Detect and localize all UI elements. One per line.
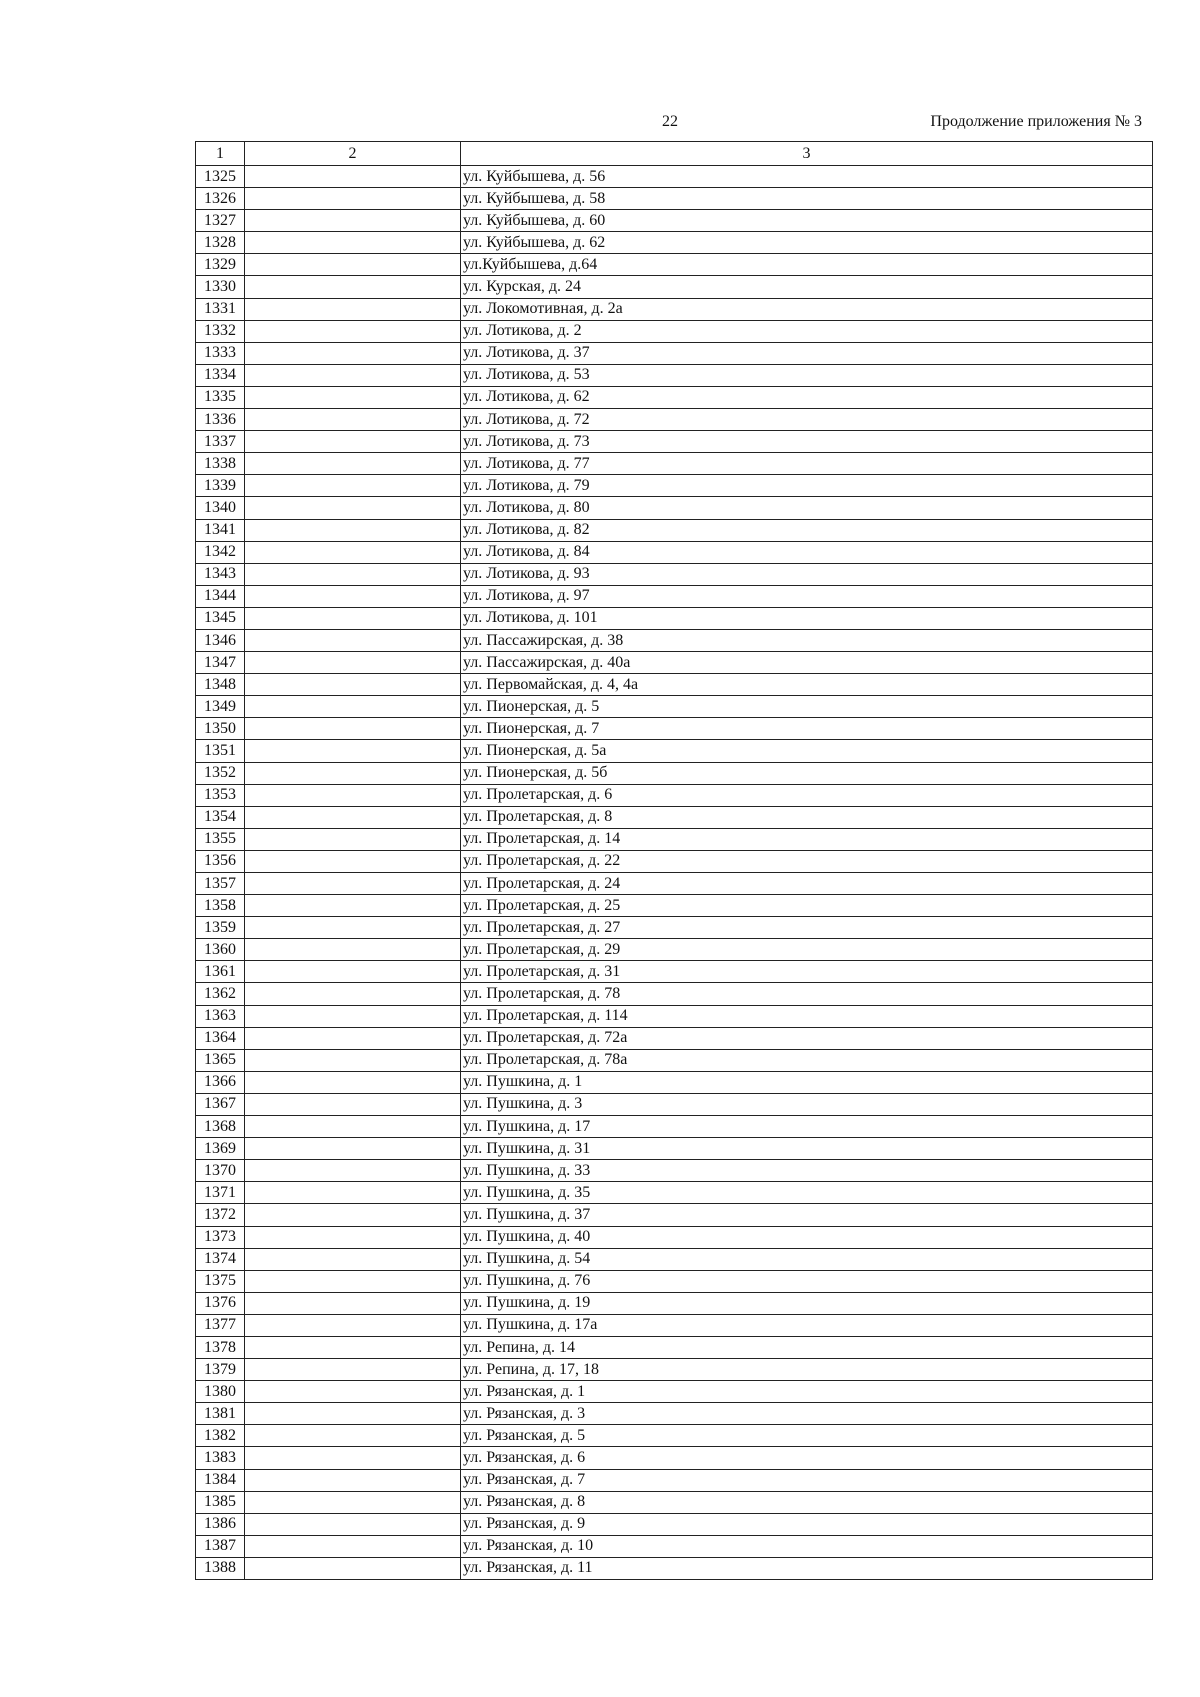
table-row	[196, 1049, 1153, 1071]
table-row	[196, 873, 1153, 895]
row-number: 1382	[196, 1425, 245, 1447]
address-cell: ул. Лотикова, д. 97	[461, 585, 1153, 607]
row-number: 1347	[196, 652, 245, 674]
address-cell: ул. Рязанская, д. 1	[461, 1381, 1153, 1403]
empty-cell	[245, 740, 461, 762]
table-row	[196, 1071, 1153, 1093]
row-number: 1348	[196, 674, 245, 696]
row-number: 1376	[196, 1292, 245, 1314]
row-number: 1345	[196, 607, 245, 629]
address-cell: ул. Лотикова, д. 101	[461, 607, 1153, 629]
table-row	[196, 806, 1153, 828]
empty-cell	[245, 276, 461, 298]
address-cell: ул. Пролетарская, д. 6	[461, 784, 1153, 806]
table-row	[196, 1226, 1153, 1248]
empty-cell	[245, 475, 461, 497]
address-cell: ул. Лотикова, д. 62	[461, 386, 1153, 408]
address-cell: ул. Пушкина, д. 31	[461, 1138, 1153, 1160]
table-row	[196, 1425, 1153, 1447]
row-number: 1340	[196, 497, 245, 519]
empty-cell	[245, 1513, 461, 1535]
empty-cell	[245, 939, 461, 961]
empty-cell	[245, 983, 461, 1005]
empty-cell	[245, 961, 461, 983]
table-row	[196, 475, 1153, 497]
table-row	[196, 1381, 1153, 1403]
row-number: 1371	[196, 1182, 245, 1204]
address-cell: ул. Пионерская, д. 5а	[461, 740, 1153, 762]
table-row	[196, 1182, 1153, 1204]
empty-cell	[245, 563, 461, 585]
empty-cell	[245, 1270, 461, 1292]
table-row	[196, 828, 1153, 850]
address-cell: ул. Пролетарская, д. 14	[461, 828, 1153, 850]
table-row	[196, 1270, 1153, 1292]
table-row	[196, 1513, 1153, 1535]
address-cell: ул. Пушкина, д. 1	[461, 1071, 1153, 1093]
empty-cell	[245, 342, 461, 364]
row-number: 1384	[196, 1469, 245, 1491]
table-row	[196, 386, 1153, 408]
empty-cell	[245, 1314, 461, 1336]
table-row	[196, 541, 1153, 563]
empty-cell	[245, 1425, 461, 1447]
column-header-3: 3	[461, 142, 1153, 166]
empty-cell	[245, 364, 461, 386]
row-number: 1378	[196, 1336, 245, 1358]
table-row	[196, 1469, 1153, 1491]
row-number: 1365	[196, 1049, 245, 1071]
table-row	[196, 1403, 1153, 1425]
row-number: 1342	[196, 541, 245, 563]
table-row	[196, 740, 1153, 762]
address-cell: ул. Пролетарская, д. 114	[461, 1005, 1153, 1027]
empty-cell	[245, 497, 461, 519]
address-cell: ул. Пушкина, д. 54	[461, 1248, 1153, 1270]
address-cell: ул. Рязанская, д. 5	[461, 1425, 1153, 1447]
row-number: 1363	[196, 1005, 245, 1027]
table-row	[196, 629, 1153, 651]
row-number: 1364	[196, 1027, 245, 1049]
page-number: 22	[662, 113, 678, 130]
address-cell: ул. Пассажирская, д. 38	[461, 629, 1153, 651]
address-cell: ул. Рязанская, д. 11	[461, 1557, 1153, 1579]
table-row	[196, 364, 1153, 386]
address-cell: ул. Куйбышева, д. 56	[461, 166, 1153, 188]
address-cell: ул. Куйбышева, д. 60	[461, 210, 1153, 232]
empty-cell	[245, 850, 461, 872]
table-row	[196, 1204, 1153, 1226]
row-number: 1353	[196, 784, 245, 806]
address-cell: ул. Лотикова, д. 37	[461, 342, 1153, 364]
empty-cell	[245, 1359, 461, 1381]
table-row	[196, 1359, 1153, 1381]
address-cell: ул. Лотикова, д. 73	[461, 431, 1153, 453]
address-cell: ул. Пушкина, д. 19	[461, 1292, 1153, 1314]
row-number: 1351	[196, 740, 245, 762]
empty-cell	[245, 453, 461, 475]
table-row	[196, 254, 1153, 276]
table-row	[196, 1447, 1153, 1469]
row-number: 1369	[196, 1138, 245, 1160]
empty-cell	[245, 718, 461, 740]
empty-cell	[245, 519, 461, 541]
row-number: 1385	[196, 1491, 245, 1513]
empty-cell	[245, 1005, 461, 1027]
row-number: 1352	[196, 762, 245, 784]
row-number: 1359	[196, 917, 245, 939]
table-row	[196, 607, 1153, 629]
table-row	[196, 1292, 1153, 1314]
row-number: 1361	[196, 961, 245, 983]
empty-cell	[245, 1182, 461, 1204]
row-number: 1373	[196, 1226, 245, 1248]
address-cell: ул. Рязанская, д. 8	[461, 1491, 1153, 1513]
table-row	[196, 762, 1153, 784]
empty-cell	[245, 1447, 461, 1469]
row-number: 1374	[196, 1248, 245, 1270]
address-cell: ул. Рязанская, д. 7	[461, 1469, 1153, 1491]
row-number: 1355	[196, 828, 245, 850]
table-row	[196, 1160, 1153, 1182]
row-number: 1383	[196, 1447, 245, 1469]
empty-cell	[245, 298, 461, 320]
row-number: 1329	[196, 254, 245, 276]
table-row	[196, 453, 1153, 475]
empty-cell	[245, 320, 461, 342]
table-body	[196, 166, 1153, 1580]
row-number: 1337	[196, 431, 245, 453]
table-row	[196, 519, 1153, 541]
address-cell: ул. Пролетарская, д. 24	[461, 873, 1153, 895]
table-row	[196, 409, 1153, 431]
address-cell: ул. Пролетарская, д. 22	[461, 850, 1153, 872]
row-number: 1326	[196, 188, 245, 210]
table-row	[196, 1491, 1153, 1513]
empty-cell	[245, 762, 461, 784]
table-row	[196, 696, 1153, 718]
table-row	[196, 784, 1153, 806]
empty-cell	[245, 1093, 461, 1115]
table-row	[196, 497, 1153, 519]
empty-cell	[245, 585, 461, 607]
table-row	[196, 983, 1153, 1005]
address-cell: ул. Пролетарская, д. 8	[461, 806, 1153, 828]
row-number: 1360	[196, 939, 245, 961]
row-number: 1366	[196, 1071, 245, 1093]
empty-cell	[245, 1204, 461, 1226]
address-cell: ул. Лотикова, д. 93	[461, 563, 1153, 585]
row-number: 1341	[196, 519, 245, 541]
address-cell: ул. Курская, д. 24	[461, 276, 1153, 298]
row-number: 1346	[196, 629, 245, 651]
empty-cell	[245, 1049, 461, 1071]
empty-cell	[245, 652, 461, 674]
empty-cell	[245, 1027, 461, 1049]
row-number: 1356	[196, 850, 245, 872]
empty-cell	[245, 232, 461, 254]
address-cell: ул. Первомайская, д. 4, 4а	[461, 674, 1153, 696]
row-number: 1328	[196, 232, 245, 254]
table-row	[196, 1138, 1153, 1160]
table-header	[196, 142, 1153, 166]
address-cell: ул. Пионерская, д. 5	[461, 696, 1153, 718]
address-cell: ул. Лотикова, д. 53	[461, 364, 1153, 386]
row-number: 1367	[196, 1093, 245, 1115]
row-number: 1325	[196, 166, 245, 188]
address-cell: ул. Пролетарская, д. 27	[461, 917, 1153, 939]
table-row	[196, 1314, 1153, 1336]
address-cell: ул. Куйбышева, д. 62	[461, 232, 1153, 254]
table-row	[196, 850, 1153, 872]
table-row	[196, 895, 1153, 917]
address-cell: ул. Пионерская, д. 5б	[461, 762, 1153, 784]
address-cell: ул. Пушкина, д. 3	[461, 1093, 1153, 1115]
address-cell: ул. Лотикова, д. 2	[461, 320, 1153, 342]
address-cell: ул. Локомотивная, д. 2а	[461, 298, 1153, 320]
empty-cell	[245, 895, 461, 917]
column-header-2: 2	[245, 142, 461, 166]
row-number: 1381	[196, 1403, 245, 1425]
table-row	[196, 1116, 1153, 1138]
address-cell: ул. Рязанская, д. 10	[461, 1535, 1153, 1557]
empty-cell	[245, 210, 461, 232]
row-number: 1379	[196, 1359, 245, 1381]
empty-cell	[245, 188, 461, 210]
table-row	[196, 188, 1153, 210]
table-row	[196, 276, 1153, 298]
row-number: 1344	[196, 585, 245, 607]
row-number: 1372	[196, 1204, 245, 1226]
row-number: 1387	[196, 1535, 245, 1557]
table-row	[196, 1336, 1153, 1358]
address-cell: ул. Лотикова, д. 72	[461, 409, 1153, 431]
table-row	[196, 1535, 1153, 1557]
table-row	[196, 1557, 1153, 1579]
table-row	[196, 652, 1153, 674]
empty-cell	[245, 1248, 461, 1270]
row-number: 1370	[196, 1160, 245, 1182]
address-cell: ул. Лотикова, д. 80	[461, 497, 1153, 519]
empty-cell	[245, 1403, 461, 1425]
row-number: 1335	[196, 386, 245, 408]
table-row	[196, 1093, 1153, 1115]
address-cell: ул. Лотикова, д. 77	[461, 453, 1153, 475]
row-number: 1331	[196, 298, 245, 320]
row-number: 1339	[196, 475, 245, 497]
empty-cell	[245, 1160, 461, 1182]
empty-cell	[245, 1535, 461, 1557]
address-cell: ул. Лотикова, д. 79	[461, 475, 1153, 497]
row-number: 1362	[196, 983, 245, 1005]
address-cell: ул. Лотикова, д. 84	[461, 541, 1153, 563]
empty-cell	[245, 917, 461, 939]
table-row	[196, 1005, 1153, 1027]
address-cell: ул. Пушкина, д. 17а	[461, 1314, 1153, 1336]
table-row	[196, 1248, 1153, 1270]
table-row	[196, 298, 1153, 320]
header-row	[196, 142, 1153, 166]
row-number: 1354	[196, 806, 245, 828]
empty-cell	[245, 1381, 461, 1403]
address-cell: ул. Пролетарская, д. 25	[461, 895, 1153, 917]
table-row	[196, 166, 1153, 188]
address-cell: ул. Пролетарская, д. 72а	[461, 1027, 1153, 1049]
table-row	[196, 939, 1153, 961]
address-cell: ул. Лотикова, д. 82	[461, 519, 1153, 541]
address-cell: ул. Пионерская, д. 7	[461, 718, 1153, 740]
address-table	[195, 141, 1153, 1580]
empty-cell	[245, 784, 461, 806]
address-cell: ул. Рязанская, д. 6	[461, 1447, 1153, 1469]
row-number: 1333	[196, 342, 245, 364]
table-row	[196, 431, 1153, 453]
table-row	[196, 917, 1153, 939]
empty-cell	[245, 1469, 461, 1491]
address-cell: ул. Пролетарская, д. 78а	[461, 1049, 1153, 1071]
empty-cell	[245, 409, 461, 431]
empty-cell	[245, 254, 461, 276]
row-number: 1332	[196, 320, 245, 342]
row-number: 1330	[196, 276, 245, 298]
table-row	[196, 320, 1153, 342]
row-number: 1358	[196, 895, 245, 917]
row-number: 1327	[196, 210, 245, 232]
row-number: 1375	[196, 1270, 245, 1292]
empty-cell	[245, 1071, 461, 1093]
table-row	[196, 342, 1153, 364]
address-cell: ул. Пушкина, д. 76	[461, 1270, 1153, 1292]
empty-cell	[245, 166, 461, 188]
row-number: 1380	[196, 1381, 245, 1403]
empty-cell	[245, 1336, 461, 1358]
empty-cell	[245, 607, 461, 629]
address-cell: ул.Куйбышева, д.64	[461, 254, 1153, 276]
table-row	[196, 961, 1153, 983]
address-cell: ул. Пролетарская, д. 29	[461, 939, 1153, 961]
address-cell: ул. Пушкина, д. 35	[461, 1182, 1153, 1204]
empty-cell	[245, 1116, 461, 1138]
empty-cell	[245, 1138, 461, 1160]
address-cell: ул. Пролетарская, д. 78	[461, 983, 1153, 1005]
row-number: 1377	[196, 1314, 245, 1336]
empty-cell	[245, 828, 461, 850]
row-number: 1349	[196, 696, 245, 718]
address-cell: ул. Пушкина, д. 40	[461, 1226, 1153, 1248]
address-cell: ул. Пассажирская, д. 40а	[461, 652, 1153, 674]
row-number: 1386	[196, 1513, 245, 1535]
empty-cell	[245, 1491, 461, 1513]
address-cell: ул. Репина, д. 17, 18	[461, 1359, 1153, 1381]
row-number: 1338	[196, 453, 245, 475]
address-cell: ул. Репина, д. 14	[461, 1336, 1153, 1358]
address-cell: ул. Пушкина, д. 37	[461, 1204, 1153, 1226]
address-cell: ул. Куйбышева, д. 58	[461, 188, 1153, 210]
empty-cell	[245, 431, 461, 453]
address-cell: ул. Пролетарская, д. 31	[461, 961, 1153, 983]
column-header-1: 1	[196, 142, 245, 166]
empty-cell	[245, 674, 461, 696]
empty-cell	[245, 696, 461, 718]
empty-cell	[245, 541, 461, 563]
address-cell: ул. Рязанская, д. 3	[461, 1403, 1153, 1425]
empty-cell	[245, 873, 461, 895]
continuation-label: Продолжение приложения № 3	[930, 113, 1142, 130]
empty-cell	[245, 1292, 461, 1314]
table-row	[196, 718, 1153, 740]
row-number: 1343	[196, 563, 245, 585]
address-cell: ул. Пушкина, д. 17	[461, 1116, 1153, 1138]
empty-cell	[245, 1557, 461, 1579]
table-row	[196, 563, 1153, 585]
row-number: 1336	[196, 409, 245, 431]
row-number: 1350	[196, 718, 245, 740]
empty-cell	[245, 629, 461, 651]
empty-cell	[245, 386, 461, 408]
table-row	[196, 232, 1153, 254]
table-row	[196, 210, 1153, 232]
empty-cell	[245, 806, 461, 828]
empty-cell	[245, 1226, 461, 1248]
table-row	[196, 1027, 1153, 1049]
row-number: 1334	[196, 364, 245, 386]
address-cell: ул. Пушкина, д. 33	[461, 1160, 1153, 1182]
table-row	[196, 585, 1153, 607]
row-number: 1388	[196, 1557, 245, 1579]
row-number: 1368	[196, 1116, 245, 1138]
address-cell: ул. Рязанская, д. 9	[461, 1513, 1153, 1535]
row-number: 1357	[196, 873, 245, 895]
table-row	[196, 674, 1153, 696]
